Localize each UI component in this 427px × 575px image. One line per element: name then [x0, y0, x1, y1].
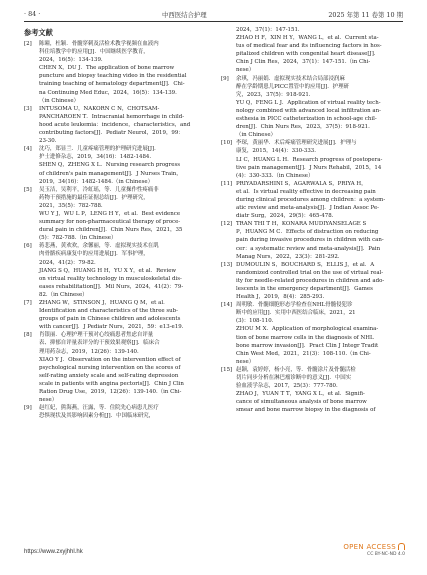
issue-info: 2025 年第 11 卷第 10 期: [328, 10, 403, 19]
reference-line: contributing factors[J]．Pediatr Neurol，2019，99：: [39, 130, 184, 137]
reference-line: 表、抑郁自评量表评分的干预效果观察[J]．临床合: [39, 340, 160, 347]
reference-line: na Continuing Med Educ，2024，16(5)：134-139.: [39, 89, 177, 96]
reference-line: Chin West Med，2021，21(3)：108-110.（in Chi-: [236, 350, 371, 357]
reference-line: (4)：330-333.（in Chinese）: [236, 172, 314, 179]
reference-line: tion of bone marrow cells in the diagnosis of NHL: [236, 334, 374, 341]
reference-entry: [221, 180, 403, 220]
reference-line: 赵红妃，熊海燕，汪露，等．住院先心病患儿医疗: [39, 405, 159, 412]
reference-line: ZHANG W，STINSON J，HUANG Q M，et al．: [39, 300, 169, 306]
reference-line: 吴玉洁，吴利平，冷虹瑶，等．儿童操作性疼痛非: [39, 186, 159, 193]
reference-line: psychological nursing intervention on the scores of: [39, 364, 181, 371]
reference-entry: [24, 404, 206, 420]
reference-line: 康复，2015，14(4)：330-333.: [236, 148, 316, 155]
reference-line: pitalized children with congenital heart disease[J]．: [236, 51, 380, 58]
reference-line: 82.（in Chinese）: [39, 291, 88, 298]
reference-text: [236, 366, 403, 415]
reference-number: [6]: [24, 243, 32, 250]
running-header: [24, 7, 403, 21]
reference-line: during clinical procedures among children：a system-: [236, 196, 386, 203]
reference-line: JIANG S Q，HUANG H H，YU X Y，et al．Review: [39, 267, 177, 274]
reference-line: 断中的应用[J]．实用中西医结合临床，2021，21: [236, 310, 356, 317]
footer-url[interactable]: https://www.zxyjhhl.hk: [24, 549, 83, 555]
journal-name: 中西医结合护理: [161, 10, 207, 19]
reference-line: Manag Nurs，2022，23(3)：281-292.: [236, 253, 340, 260]
header-rule: [24, 21, 403, 22]
reference-line: self-rating anxiety scale and self-rating depression: [39, 372, 179, 379]
reference-text: [39, 331, 206, 404]
reference-line: smear and bone marrow biopsy in the diagnosis of: [236, 407, 376, 414]
reference-line: INTUSOMA U，NAKORN C N，CHOTSAM-: [39, 105, 160, 112]
open-lock-icon: [398, 543, 405, 550]
reference-entry: [221, 139, 403, 179]
reference-line: lescents in the emergency department[J]．Games: [236, 286, 373, 292]
reference-number: [9]: [221, 75, 229, 82]
reference-text: [39, 404, 206, 420]
reference-line: of children's pain management[J]．J Nurses Train，: [39, 170, 182, 177]
reference-number: [221, 26, 236, 75]
reference-number: [7]: [24, 300, 32, 306]
reference-line: ZHAO J，YUAN T T，YANG X L，et al．Signifi-: [236, 391, 365, 398]
references-heading: 参考文献: [24, 28, 53, 37]
reference-line: randomized controlled trial on the use of virtual real-: [236, 269, 384, 276]
reference-line: esthesia in PICC catheterization in school-age chil-: [236, 116, 377, 123]
reference-line: 醉在学龄期患儿PICC置管中的应用[J]．护理研: [236, 83, 349, 90]
reference-text: [39, 242, 206, 299]
reference-number: [10]: [221, 140, 233, 147]
reference-line: 科住培教学中的应用[J]．中国继续医学教育，: [39, 49, 149, 56]
reference-line: dren[J]．Chin Nurs Res，2023，37(5)：918-921.: [236, 124, 370, 131]
reference-line: tus of medical fear and its influencing factors in hos-: [236, 43, 382, 50]
reference-entry: [24, 331, 206, 404]
reference-line: 23-30.: [39, 138, 57, 145]
reference-text: [236, 301, 403, 366]
reference-number: [4]: [24, 146, 32, 153]
reference-number: [9]: [24, 405, 32, 412]
reference-line: 沈巧，郑显兰．儿童疼痛管理的护理研究进展[J]．: [39, 146, 160, 153]
reference-line: nese）: [236, 358, 255, 365]
reference-entry: [221, 26, 403, 75]
reference-line: groups of pain in Chinese children and adolescents: [39, 316, 181, 323]
reference-line: XIAO Y J．Observation on the intervention effect of: [39, 356, 181, 363]
reference-line: 究，2023，37(5)：918-921.: [236, 91, 311, 98]
reference-text: [39, 105, 206, 145]
open-access-label: OPEN ACCESS: [343, 543, 405, 551]
reference-line: hood acute leukemia：incidence，characteristics，and: [39, 121, 191, 128]
reference-text: [236, 26, 403, 75]
reference-entry: [24, 186, 206, 243]
reference-number: [11]: [221, 180, 233, 187]
reference-line: atic review and meta-analysis[J]．J Indian Assoc Pe-: [236, 205, 380, 212]
reference-number: [12]: [221, 221, 233, 228]
reference-line: 蒋悲燕，黄欢欢，余馨丽，等．虚拟现实技术在肌: [39, 243, 159, 250]
reference-line: bone marrow invasion[J]．Pract Clin J Integr Tradit: [236, 342, 379, 349]
reference-number: [5]: [24, 186, 32, 193]
reference-entry: [24, 105, 206, 145]
reference-line: eases rehabilitation[J]．Mil Nurs，2024，41(2)：79-: [39, 283, 184, 290]
reference-line: with cancer[J]．J Pediatr Nurs，2021，59：e13-e19.: [39, 324, 184, 331]
reference-number: [14]: [221, 302, 233, 309]
reference-line: nese）: [39, 397, 58, 404]
reference-text: [39, 186, 206, 243]
reference-number: [8]: [24, 332, 32, 339]
reference-line: 恐惧现状及其影响因素分析[J]．中国临床研究，: [39, 413, 155, 420]
reference-line: pain during invasive procedures in children with can-: [236, 237, 384, 244]
reference-line: 2024，41(2)：79-82.: [39, 259, 96, 266]
reference-line: training teaching of hematology department[J]．Chi-: [39, 81, 185, 88]
reference-line: 验血液学杂志，2017，25(3)：777-780.: [236, 383, 338, 390]
reference-entry: [221, 366, 403, 415]
reference-line: puncture and biopsy teaching video in the residential: [39, 73, 187, 80]
reference-line: cer：a systematic review and meta-analysis[J]．Pain: [236, 245, 381, 252]
reference-line: Chin J Clin Res，2024，37(1)：147-151.（in Chi-: [236, 59, 371, 66]
reference-line: 肖银丽．心理护理干预对心绞痛患者焦虑自评量: [39, 332, 154, 339]
reference-line: TRAN THI T H，KONARA MUDIYANSELAGE S: [236, 221, 367, 228]
reference-line: dural pain in children[J]．Chin Nurs Res，2021，35: [39, 227, 183, 234]
reference-line: （in Chinese）: [39, 97, 79, 104]
reference-entry: [221, 301, 403, 366]
reference-line: 2024，37(1)：147-151.: [236, 27, 300, 33]
reference-text: [236, 261, 403, 301]
reference-line: SHEN Q，ZHENG X L．Nursing research progress: [39, 162, 181, 169]
reference-line: YU Q，FENG L J．Application of virtual reality tech-: [236, 99, 381, 106]
reference-line: ZHOU M X．Application of morphological examina-: [236, 326, 379, 333]
reference-entry: [221, 220, 403, 260]
reference-entry: [221, 75, 403, 140]
reference-line: nology combined with advanced local infiltration an-: [236, 107, 381, 114]
reference-line: on virtual reality technology in musculoskeletal dis-: [39, 275, 182, 282]
reference-entry: [24, 145, 206, 185]
reference-line: 2021，35(5)：782-788.: [39, 202, 103, 209]
reference-line: 护士进修杂志，2019，34(16)：1482-1484.: [39, 154, 152, 161]
reference-line: 切片同步分析在淋巴瘤诊断中的意义[J]．中国实: [236, 375, 352, 382]
reference-line: Identification and characteristics of the three sub-: [39, 308, 178, 315]
reference-line: Ration Drug Use，2019，12(26)：139-140.（in Chi-: [39, 389, 182, 396]
reference-line: et al．Is virtual reality effective in decreasing pain: [236, 188, 376, 195]
reference-text: [236, 180, 403, 220]
reference-text: [39, 299, 206, 331]
reference-line: 李琛，黄丽华．术后疼痛管理研究进展[J]．护理与: [236, 140, 357, 147]
reference-line: P，HUANG M C．Effects of distraction on reducing: [236, 229, 379, 236]
reference-line: (5)：782-788.（in Chinese）: [39, 235, 117, 242]
open-access-badge: [343, 543, 405, 557]
reference-number: [15]: [221, 366, 233, 373]
reference-number: [3]: [24, 105, 32, 112]
reference-line: 陈瞳，杜颖．骨髓穿刺及活检术教学视频在血液内: [39, 41, 159, 47]
reference-line: ZHAO H F，XIN H Y，WANG L，et al．Current sta-: [236, 35, 379, 42]
reference-text: [39, 145, 206, 185]
reference-line: CHEN X，DU J．The application of bone marrow: [39, 65, 175, 72]
reference-line: (3)：108-110.: [236, 318, 274, 325]
reference-entry: [24, 40, 206, 105]
reference-line: 肉骨骼疾病康复中的应用进展[J]．军事护理，: [39, 251, 149, 258]
reference-line: 2019，34(16)：1482-1484.（in Chinese）: [39, 178, 154, 185]
reference-line: （in Chinese）: [236, 132, 276, 139]
reference-number: [13]: [221, 261, 233, 268]
reference-line: Health J，2019，8(4)：285-293.: [236, 294, 325, 301]
reference-entry: [221, 261, 403, 301]
reference-text: [236, 139, 403, 179]
reference-line: DUMOULIN S，BOUCHARD S，ELLIS J，et al．A: [236, 261, 375, 268]
reference-line: tive pain management[J]．J Nurs Rehabil，2015，14: [236, 164, 382, 171]
reference-line: nese）: [236, 67, 255, 74]
reference-line: 周明敏．骨髓细胞形态学检查在NHL骨髓侵犯诊: [236, 302, 353, 309]
reference-line: 赵颖，袁婷婷，杨小亮，等．骨髓涂片及骨髓活检: [236, 366, 356, 373]
reference-entry: [24, 242, 206, 299]
reference-text: [39, 40, 206, 105]
reference-line: scale in patients with angina pectoris[J]．Chin J Clin: [39, 380, 184, 387]
references-right-column: [221, 26, 403, 415]
reference-line: 理用药杂志，2019，12(26)：139-140.: [39, 348, 139, 355]
reference-line: 余琪，冯丽娟．虚拟现实技术结合局部浸润麻: [236, 75, 345, 82]
reference-line: WU Y J，WU L P，LENG H Y，et al．Best evidence: [39, 210, 181, 217]
reference-line: cance of simultaneous analysis of bone marrow: [236, 399, 367, 406]
reference-number: [2]: [24, 41, 32, 47]
reference-line: 2024，16(5)：134-139.: [39, 57, 103, 64]
reference-line: LI C，HUANG L H．Research progress of postopera-: [236, 156, 383, 163]
reference-line: PRIYADARSHINI S，AGARWALA S，PRIYA H，: [236, 180, 367, 187]
reference-text: [236, 220, 403, 260]
references-left-column: [24, 40, 206, 420]
reference-line: ity for needle-related procedures in children and ado-: [236, 277, 385, 284]
reference-line: PANCHAROEN T．Intracranial hemorrhage in child-: [39, 113, 185, 120]
reference-text: [236, 75, 403, 140]
reference-line: diatr Surg，2024，29(5)：465-478.: [236, 213, 334, 220]
license-label: CC BY-NC-ND 4.0: [367, 552, 405, 557]
reference-line: 药物干预措施的最佳证据总结[J]．护理研究，: [39, 194, 149, 201]
page-number: · 84 ·: [24, 10, 41, 18]
reference-entry: [24, 299, 206, 331]
reference-line: summary for non-pharmaceutical therapy of proce-: [39, 219, 181, 226]
